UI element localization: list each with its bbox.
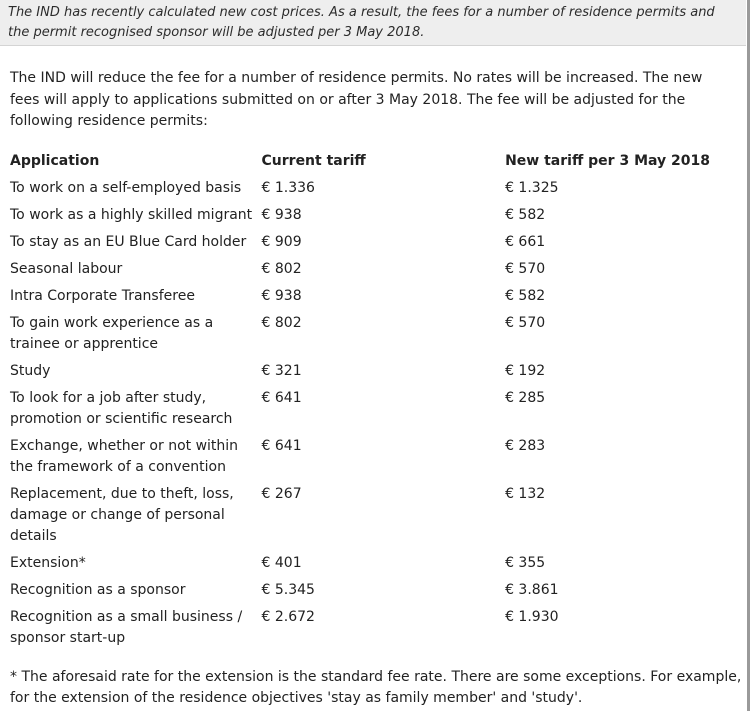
cell-current-tariff: € 267: [261, 486, 302, 502]
cell-current-tariff: € 802: [261, 315, 302, 331]
header-current-tariff: Current tariff: [261, 153, 366, 169]
cell-application: Recognition as a small business / sponsor start-up: [10, 609, 243, 646]
cell-application: Seasonal labour: [10, 261, 123, 277]
cell-current-tariff: € 938: [261, 288, 302, 304]
table-header-row: [10, 151, 710, 178]
table-row: [10, 259, 710, 286]
table-row: [10, 388, 710, 436]
cell-application: Recognition as a sponsor: [10, 582, 186, 598]
cell-application: To gain work experience as a trainee or apprentice: [10, 315, 214, 352]
cell-current-tariff: € 641: [261, 438, 302, 454]
cell-new-tariff: € 661: [505, 234, 546, 250]
table-row: [10, 232, 710, 259]
cell-new-tariff: € 570: [505, 315, 546, 331]
cell-new-tariff: € 132: [505, 486, 546, 502]
cell-application: Extension*: [10, 555, 86, 571]
cell-new-tariff: € 355: [505, 555, 546, 571]
cell-current-tariff: € 321: [261, 363, 302, 379]
cell-application: To work as a highly skilled migrant: [10, 207, 253, 223]
cell-current-tariff: € 2.672: [261, 609, 315, 625]
table-row: [10, 553, 710, 580]
footnote: * The aforesaid rate for the extension is the standard fee rate. There are some exceptions. For example, for the extension of the residence objectives 'stay as family member' and 'study'.: [10, 669, 742, 706]
table-row: [10, 361, 710, 388]
table-row: [10, 580, 710, 607]
intro-notice: [0, 0, 746, 46]
cell-application: To stay as an EU Blue Card holder: [10, 234, 247, 250]
cell-application: To look for a job after study, promotion or scientific research: [10, 390, 233, 427]
cell-application: Replacement, due to theft, loss, damage or change of personal details: [10, 486, 234, 544]
table-row: [10, 313, 710, 361]
table-row: [10, 205, 710, 232]
cell-current-tariff: € 1.336: [261, 180, 315, 196]
fee-table: [10, 151, 710, 655]
cell-new-tariff: € 283: [505, 438, 546, 454]
cell-new-tariff: € 285: [505, 390, 546, 406]
cell-current-tariff: € 401: [261, 555, 302, 571]
cell-application: Study: [10, 363, 51, 379]
table-row: [10, 286, 710, 313]
cell-new-tariff: € 582: [505, 207, 546, 223]
cell-current-tariff: € 641: [261, 390, 302, 406]
cell-new-tariff: € 582: [505, 288, 546, 304]
cell-new-tariff: € 1.325: [505, 180, 559, 196]
table-row: [10, 484, 710, 553]
cell-new-tariff: € 192: [505, 363, 546, 379]
header-application: Application: [10, 153, 100, 169]
cell-application: To work on a self-employed basis: [10, 180, 242, 196]
header-new-tariff: New tariff per 3 May 2018: [505, 153, 710, 169]
cell-application: Intra Corporate Transferee: [10, 288, 195, 304]
table-row: [10, 607, 710, 655]
cell-new-tariff: € 3.861: [505, 582, 559, 598]
cell-new-tariff: € 1.930: [505, 609, 559, 625]
cell-current-tariff: € 938: [261, 207, 302, 223]
intro-text: The IND has recently calculated new cost prices. As a result, the fees for a number of residence permits and the permit recognised sponsor will be adjusted per 3 May 2018.: [8, 5, 715, 40]
cell-new-tariff: € 570: [505, 261, 546, 277]
table-row: [10, 436, 710, 484]
table-row: [10, 178, 710, 205]
cell-current-tariff: € 5.345: [261, 582, 315, 598]
cell-current-tariff: € 909: [261, 234, 302, 250]
cell-current-tariff: € 802: [261, 261, 302, 277]
lead-paragraph: The IND will reduce the fee for a number of residence permits. No rates will be increased. The new fees will apply to applications submitted on or after 3 May 2018. The fee will be adjusted for the following residence permits:: [10, 70, 703, 129]
cell-application: Exchange, whether or not within the framework of a convention: [10, 438, 239, 475]
